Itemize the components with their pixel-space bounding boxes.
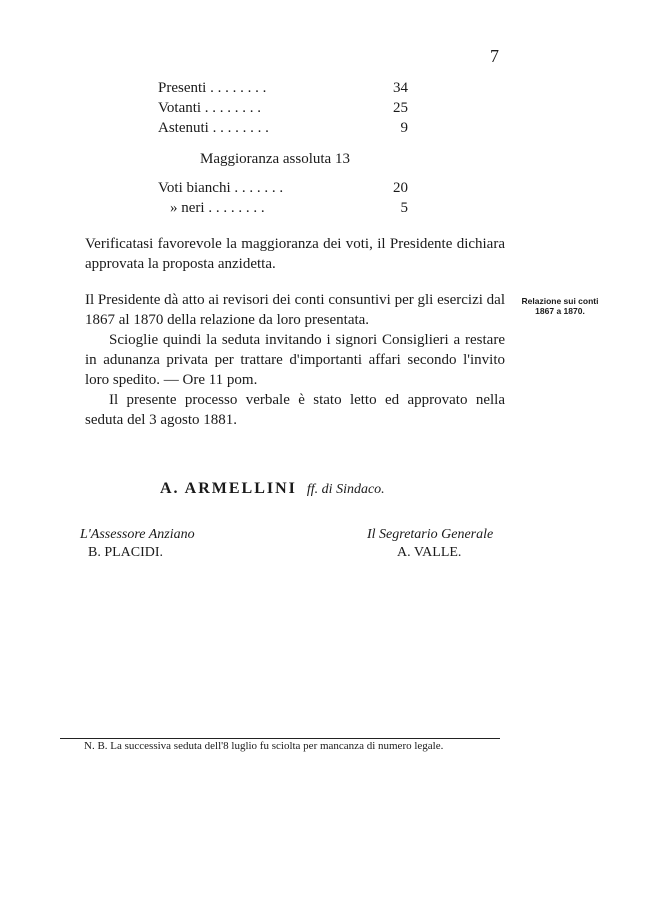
tally-label: Voti bianchi . . . . . . . [158, 180, 284, 196]
segretario-signature [367, 527, 493, 561]
segretario-title: Il Segretario Generale [367, 527, 494, 542]
mayor-signature [160, 480, 385, 498]
segretario-name: A. VALLE. [397, 545, 462, 560]
assessore-title: L'Assessore Anziano [80, 527, 195, 542]
assessore-name: B. PLACIDI. [88, 545, 164, 560]
paragraph-processo-verbale: Il presente processo verbale è stato letto ed approvato nella seduta del 3 agosto 1881. [85, 392, 505, 428]
tally-value: 25 [393, 100, 408, 116]
tally-label: Votanti . . . . . . . . [158, 100, 262, 116]
tally-value: 5 [400, 200, 408, 216]
signer-name: A. ARMELLINI [160, 480, 297, 497]
tally-value: 20 [393, 180, 408, 196]
footnote-rule [60, 738, 500, 739]
tally-label: Presenti . . . . . . . . [158, 80, 267, 96]
tally-value: 34 [393, 80, 408, 96]
assessore-signature [80, 527, 195, 561]
paragraph-verification: Verificatasi favorevole la maggioranza dei voti, il Presidente dichiara approvata la proposta anzidetta. [85, 236, 505, 272]
paragraph-scioglie: Scioglie quindi la seduta invitando i signori Consiglieri a restare in adunanza privata per trattare d'importanti affari secondo l'invito loro spedito. — Ore 11 pom. [85, 332, 505, 388]
tally-label: » neri . . . . . . . . [170, 200, 265, 216]
tally-label: Astenuti . . . . . . . . [158, 120, 269, 136]
majority-line: Maggioranza assoluta 13 [200, 151, 350, 167]
footnote: N. B. La successiva seduta dell'8 luglio fu sciolta per mancanza di numero legale. [84, 740, 444, 752]
page-number: 7 [490, 46, 499, 66]
signer-role: ff. di Sindaco. [306, 482, 385, 497]
tally-value: 9 [400, 120, 408, 136]
margin-note: Relazione sui conti 1867 a 1870. [521, 296, 599, 316]
paragraph-revisori: Il Presidente dà atto ai revisori dei conti consuntivi per gli esercizi dal 1867 al 1870 della relazione da loro presentata. [85, 292, 505, 328]
